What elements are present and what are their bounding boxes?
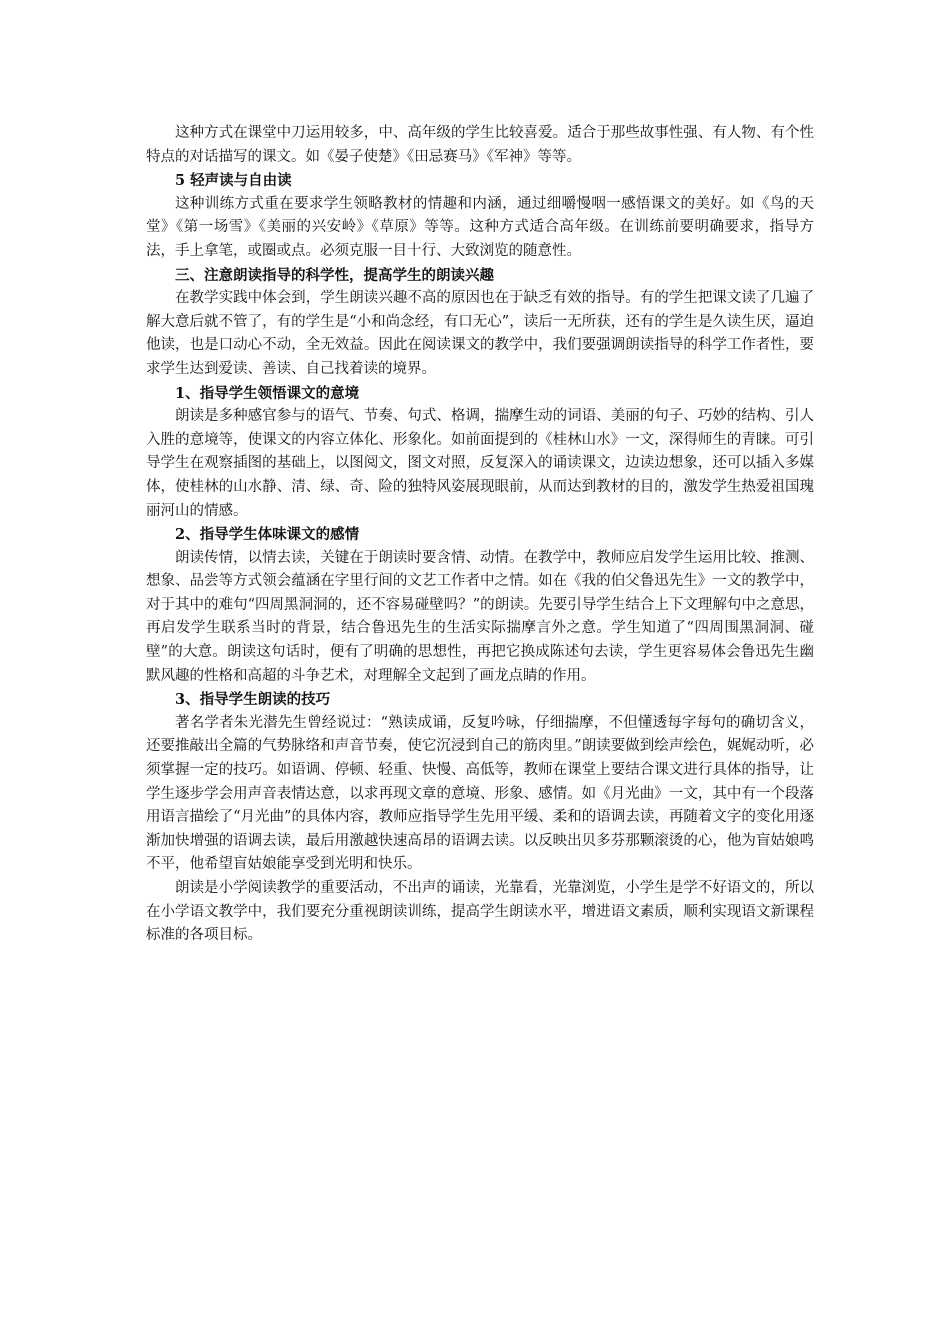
paragraph: 这种训练方式重在要求学生领略教材的情趣和内涵，通过细嚼慢咽一感悟课文的美好。如《鸟的天堂》《第一场雪》《美丽的兴安岭》《草原》等等。这种方式适合高年级。在训练前要明确要求，指导方法，手上拿笔，或圈或点。必须克服一目十行、大致浏览的随意性。 [146, 195, 814, 259]
paragraph: 朗读是多种感官参与的语气、节奏、句式、格调，揣摩生动的词语、美丽的句子、巧妙的结构、引人入胜的意境等，使课文的内容立体化、形象化。如前面提到的《桂林山水》一文，深得师生的青睐。可引导学生在观察插图的基础上，以图阅文，图文对照，反复深入的诵读课文，边读边想象，还可以插入多媒体，使桂林的山水静、清、绿、奇、险的独特风姿展现眼前，从而达到教材的目的，激发学生热爱祖国瑰丽河山的情感。 [146, 408, 814, 519]
document-body [146, 122, 814, 948]
paragraph: 这种方式在课堂中刀运用较多，中、高年级的学生比较喜爱。适合于那些故事性强、有人物、有个性特点的对话描写的课文。如《晏子使楚》《田忌赛马》《军神》等等。 [146, 125, 814, 165]
section-heading: 1、指导学生领悟课文的意境 [175, 384, 360, 402]
section-heading: 5 轻声读与自由读 [175, 172, 292, 190]
paragraph: 在教学实践中体会到，学生朗读兴趣不高的原因也在于缺乏有效的指导。有的学生把课文读了几遍了解大意后就不管了，有的学生是“小和尚念经，有口无心”，读后一无所获，还有的学生是久读生厌，逼迫他读，也是口动心不动，全无效益。因此在阅读课文的教学中，我们要强调朗读指导的科学工作者性，要求学生达到爱读、善读、自己找着读的境界。 [146, 290, 814, 377]
section-heading: 3、指导学生朗读的技巧 [175, 691, 331, 709]
section-heading: 2、指导学生体味课文的感情 [175, 526, 360, 544]
paragraph: 朗读传情，以情去读，关键在于朗读时要含情、动情。在教学中，教师应启发学生运用比较、推测、想象、品尝等方式领会蕴涵在字里行间的文艺工作者中之情。如在《我的伯父鲁迅先生》一文的教学中，对于其中的难句“四周黑洞洞的，还不容易碰壁吗？”的朗读。先要引导学生结合上下文理解句中之意思，再启发学生联系当时的背景，结合鲁迅先生的生活实际揣摩言外之意。学生知道了“四周围黑洞洞、碰壁”的大意。朗读这句话时，便有了明确的思想性，再把它换成陈述句去读，学生更容易体会鲁迅先生幽默风趣的性格和高超的斗争艺术，对理解全文起到了画龙点睛的作用。 [146, 549, 814, 684]
paragraph: 朗读是小学阅读教学的重要活动，不出声的诵读，光靠看，光靠浏览，小学生是学不好语文的，所以在小学语文教学中，我们要充分重视朗读训练，提高学生朗读水平，增进语文素质，顺利实现语文新课程标准的各项目标。 [146, 880, 814, 944]
section-heading: 三、注意朗读指导的科学性，提高学生的朗读兴趣 [175, 266, 494, 284]
paragraph: 著名学者朱光潜先生曾经说过：“熟读成诵，反复吟咏，仔细揣摩，不但懂透每字每句的确切含义，还要推敲出全篇的气势脉络和声音节奏，使它沉浸到自己的筋肉里。”朗读要做到绘声绘色，娓娓动听，必须掌握一定的技巧。如语调、停顿、轻重、快慢、高低等，教师在课堂上要结合课文进行具体的指导，让学生逐步学会用声音表情达意，以求再现文章的意境、形象、感情。如《月光曲》一文，其中有一个段落用语言描绘了“月光曲”的具体内容，教师应指导学生先用平缓、柔和的语调去读，再随着文字的变化用逐渐加快增强的语调去读，最后用激越快速高昂的语调去读。以反映出贝多芬那颗滚烫的心，他为盲姑娘鸣不平，他希望盲姑娘能享受到光明和快乐。 [146, 714, 814, 873]
